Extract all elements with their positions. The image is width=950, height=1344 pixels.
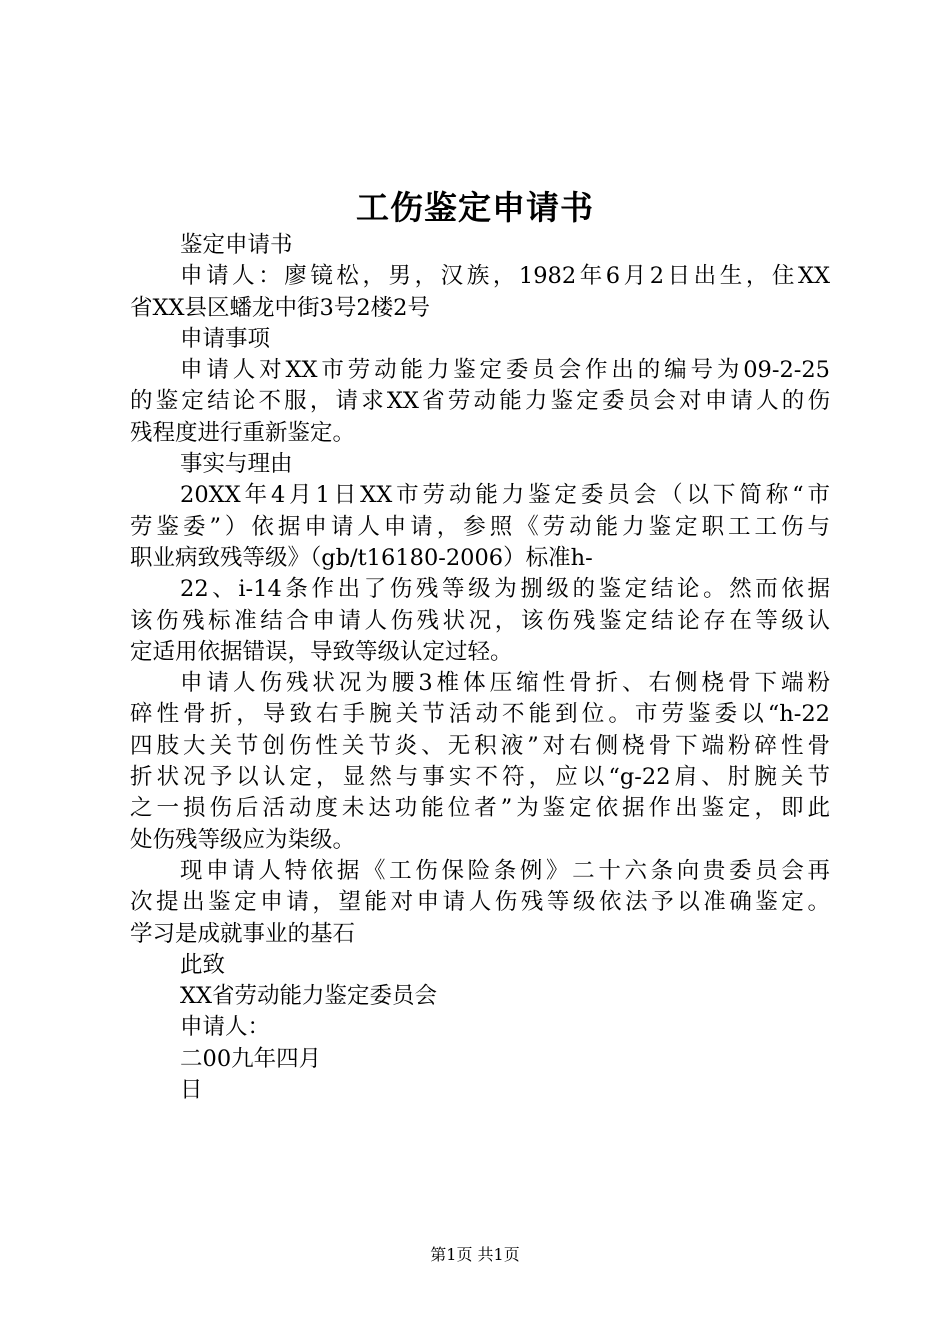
text-line: 劳鉴委”）依据申请人申请，参照《劳动能力鉴定职工工伤与 (130, 513, 830, 540)
document-body (130, 230, 830, 1106)
text-line: 申请人伤残状况为腰3椎体压缩性骨折、右侧桡骨下端粉 (180, 670, 830, 697)
text-line: XX省劳动能力鉴定委员会 (180, 983, 438, 1010)
text-line: 处伤残等级应为柒级。 (130, 826, 356, 853)
text-line: 申请人对XX市劳动能力鉴定委员会作出的编号为09-2-25 (180, 357, 830, 384)
document-title: 工伤鉴定申请书 (356, 188, 594, 227)
text-line: 该伤残标准结合申请人伤残状况，该伤残鉴定结论存在等级认 (130, 607, 830, 634)
text-line: 四肢大关节创伤性关节炎、无积液”对右侧桡骨下端粉碎性骨 (130, 732, 830, 759)
text-line: 申请事项 (180, 325, 271, 352)
text-line: 20XX年4月1日XX市劳动能力鉴定委员会（以下简称“市 (180, 482, 830, 509)
text-line: 残程度进行重新鉴定。 (130, 419, 356, 446)
text-line: 之一损伤后活动度未达功能位者”为鉴定依据作出鉴定，即此 (130, 795, 830, 822)
text-line: 申请人： (180, 1014, 271, 1041)
text-line: 事实与理由 (180, 451, 293, 478)
text-line: 二00九年四月 (180, 1045, 322, 1072)
text-line: 鉴定申请书 (180, 232, 293, 258)
text-line: 的鉴定结论不服，请求XX省劳动能力鉴定委员会对申请人的伤 (130, 388, 830, 415)
text-line: 申请人：廖镜松，男，汉族，1982年6月2日出生，住XX (180, 263, 830, 290)
text-line: 职业病致残等级》（gb/t16180-2006）标准h- (130, 544, 593, 571)
text-line: 此致 (180, 951, 226, 978)
text-line: 现申请人特依据《工伤保险条例》二十六条向贵委员会再 (180, 857, 830, 884)
text-line: 碎性骨折，导致右手腕关节活动不能到位。市劳鉴委以“h-22 (130, 701, 830, 728)
page-number-footer: 第1页 共1页 (430, 1245, 520, 1264)
text-line: 定适用依据错误，导致等级认定过轻。 (130, 638, 513, 665)
text-line: 次提出鉴定申请，望能对申请人伤残等级依法予以准确鉴定。 (130, 889, 830, 916)
text-line: 省XX县区蟠龙中街3号2楼2号 (130, 294, 430, 321)
text-line: 日 (180, 1077, 203, 1104)
text-line: 学习是成就事业的基石 (130, 920, 356, 947)
text-line: 22、i-14条作出了伤残等级为捌级的鉴定结论。然而依据 (180, 576, 830, 603)
text-line: 折状况予以认定，显然与事实不符，应以“g-22肩、肘腕关节 (130, 764, 830, 791)
